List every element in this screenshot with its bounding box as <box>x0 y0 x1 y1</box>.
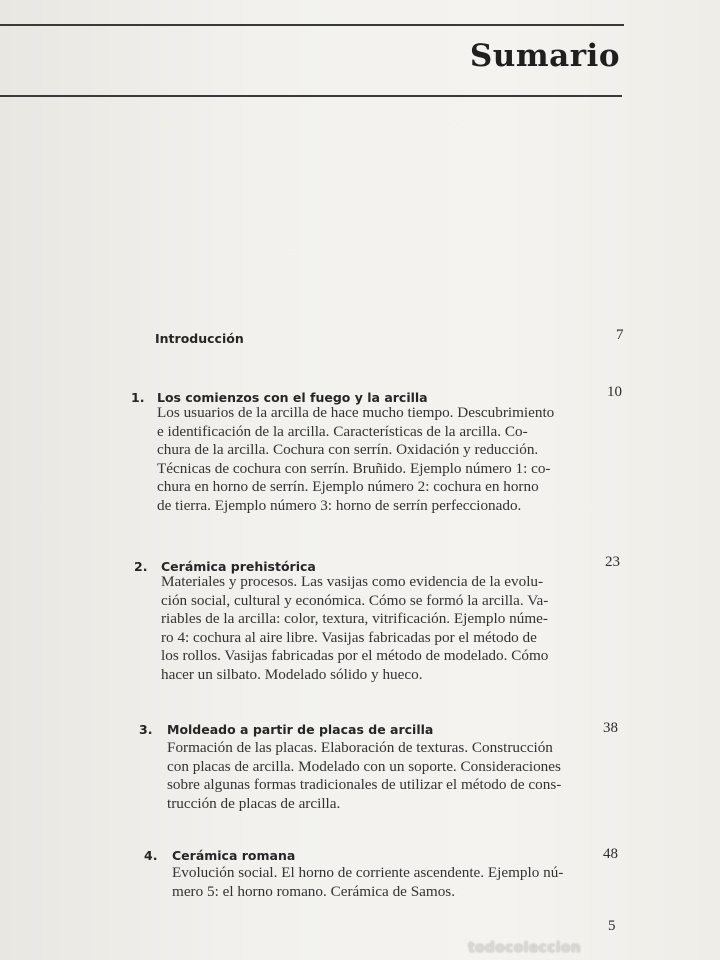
chapter-page-number: 38 <box>603 720 618 736</box>
chapter-heading: Cerámica romana <box>172 848 296 863</box>
chapter-heading: Moldeado a partir de placas de arcilla <box>167 722 434 737</box>
chapter-heading: Cerámica prehistórica <box>161 559 316 574</box>
chapter-number: 1. <box>131 390 145 405</box>
watermark: todocoleccion <box>468 940 582 956</box>
chapter-number: 2. <box>134 559 148 574</box>
title-rule <box>0 95 622 97</box>
chapter-heading: Los comienzos con el fuego y la arcilla <box>157 390 428 405</box>
chapter-summary <box>157 404 554 516</box>
summary-line: ción social, cultural y económica. Cómo se formó la arcilla. Va- <box>161 591 549 609</box>
page-folio-number: 5 <box>608 918 616 934</box>
summary-line: chura en horno de serrín. Ejemplo número 2: cochura en horno <box>157 478 539 496</box>
summary-line: Materiales y procesos. Las vasijas como evidencia de la evolu- <box>161 573 544 590</box>
summary-line: Los usuarios de la arcilla de hace mucho tiempo. Descubrimiento <box>157 404 555 421</box>
summary-line: Formación de las placas. Elaboración de texturas. Construcción <box>167 739 553 756</box>
summary-line: trucción de placas de arcilla. <box>167 794 341 812</box>
intro-heading: Introducción <box>155 331 244 346</box>
summary-line: mero 5: el horno romano. Cerámica de Samos. <box>172 882 456 900</box>
chapter-number: 4. <box>144 848 158 863</box>
page-title: Sumario <box>469 38 620 74</box>
chapter-summary <box>167 739 561 813</box>
summary-line: con placas de arcilla. Modelado con un soporte. Consideraciones <box>167 757 561 775</box>
summary-line: Evolución social. El horno de corriente ascendente. Ejemplo nú- <box>172 864 564 881</box>
summary-line: e identificación de la arcilla. Características de la arcilla. Co- <box>157 422 528 440</box>
chapter-page-number: 10 <box>607 384 622 400</box>
chapter-summary <box>172 864 563 901</box>
chapter-page-number: 48 <box>603 846 618 862</box>
top-rule <box>0 24 624 26</box>
summary-line: sobre algunas formas tradicionales de utilizar el método de cons- <box>167 776 562 794</box>
summary-line: los rollos. Vasijas fabricadas por el método de modelado. Cómo <box>161 647 549 665</box>
summary-line: riables de la arcilla: color, textura, vitrificación. Ejemplo núme- <box>161 610 548 628</box>
chapter-page-number: 23 <box>605 554 620 570</box>
summary-line: Técnicas de cochura con serrín. Bruñido. Ejemplo número 1: co- <box>157 459 551 477</box>
summary-line: ro 4: cochura al aire libre. Vasijas fabricadas por el método de <box>161 628 537 646</box>
intro-page-number: 7 <box>616 327 624 343</box>
summary-line: hacer un silbato. Modelado sólido y hueco. <box>161 665 423 683</box>
chapter-number: 3. <box>139 722 153 737</box>
summary-line: de tierra. Ejemplo número 3: horno de serrín perfeccionado. <box>157 496 522 514</box>
chapter-summary <box>161 573 548 685</box>
summary-line: chura de la arcilla. Cochura con serrín. Oxidación y reducción. <box>157 441 539 459</box>
